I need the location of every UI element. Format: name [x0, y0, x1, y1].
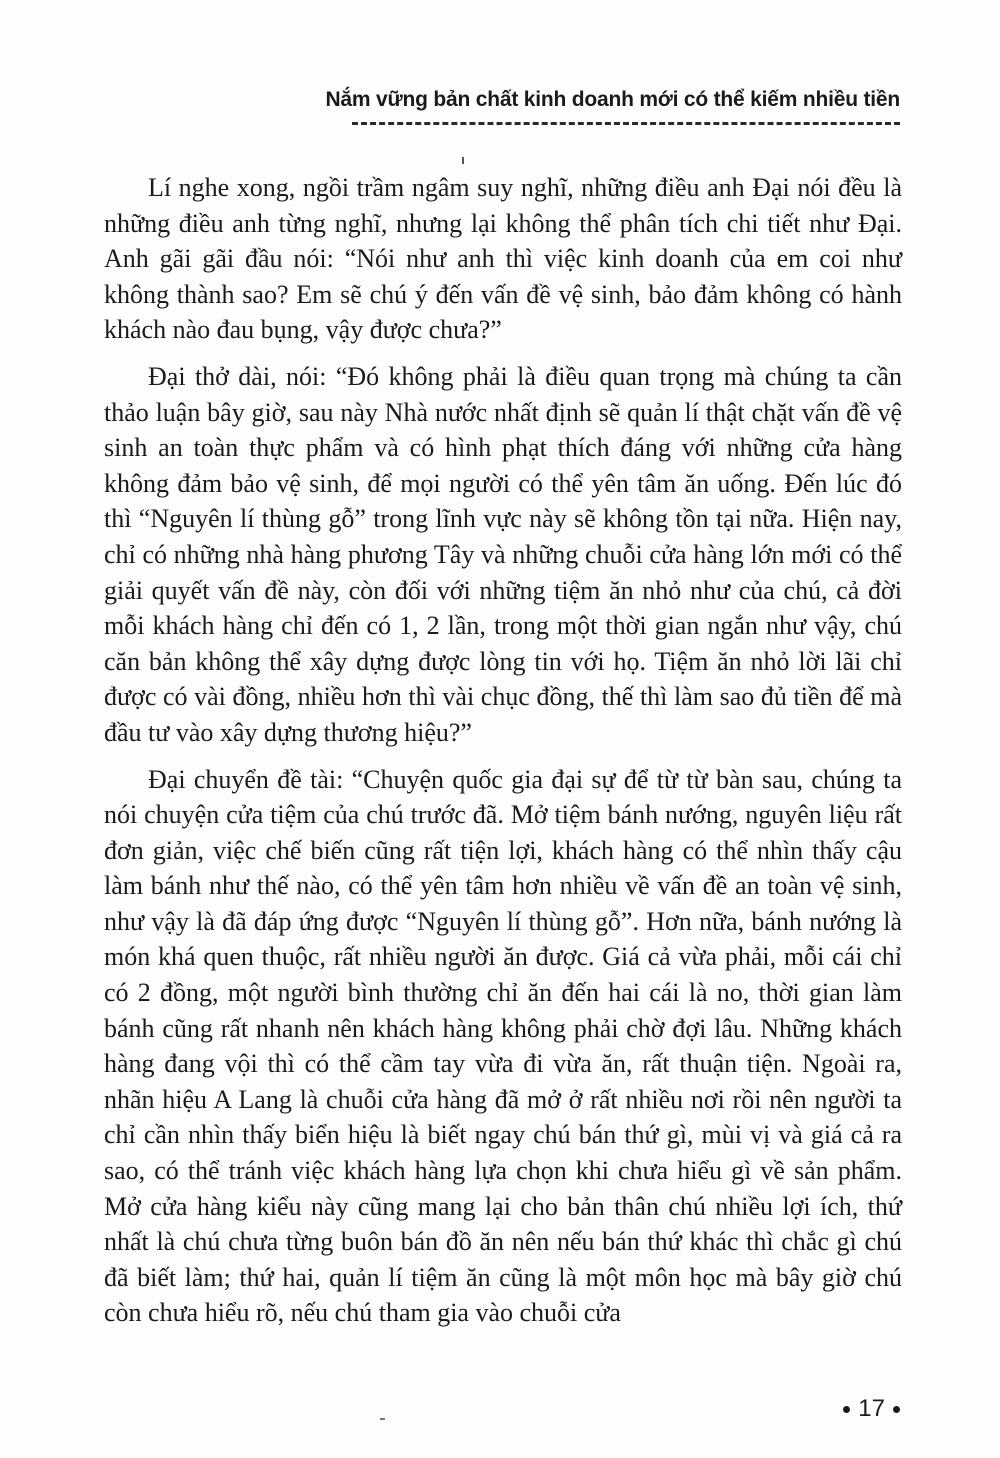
paragraph-2: Đại thở dài, nói: “Đó không phải là điều quan trọng mà chúng ta cần thảo luận bây giờ, sau này Nhà nước nhất định sẽ quản lí thật chặt vấn đề vệ sinh an toàn thực phẩm và có hình phạt thích đáng với những cửa hàng không đảm bảo vệ sinh, để mọi người có thể yên tâm ăn uống. Đến lúc đó thì “Nguyên lí thùng gỗ” trong lĩnh vực này sẽ không tồn tại nữa. Hiện nay, chỉ có những nhà hàng phương Tây và những chuỗi cửa hàng lớn mới có thể giải quyết vấn đề này, còn đối với những tiệm ăn nhỏ như của chú, cả đời mỗi khách hàng chỉ đến có 1, 2 lần, trong một thời gian ngắn như vậy, chú căn bản không thể xây dựng được lòng tin với họ. Tiệm ăn nhỏ lời lãi chỉ được có vài đồng, nhiều hơn thì vài chục đồng, thế thì làm sao đủ tiền để mà đầu tư vào xây dựng thương hiệu?”	[104, 361, 902, 747]
page-number-value: 17	[858, 1395, 885, 1422]
running-header-title: Nắm vững bản chất kinh doanh mới có thể kiếm nhiều tiền	[325, 88, 900, 111]
paragraph-1: Lí nghe xong, ngồi trầm ngâm suy nghĩ, những điều anh Đại nói đều là những điều anh từng nghĩ, nhưng lại không thể phân tích chi tiết như Đại. Anh gãi gãi đầu nói: “Nói như anh thì việc kinh doanh của em coi như không thành sao? Em sẽ chú ý đến vấn đề vệ sinh, bảo đảm không có hành khách nào đau bụng, vậy được chưa?”	[104, 173, 902, 345]
bullet-dot-icon	[843, 1406, 850, 1413]
print-speck-bottom	[380, 1418, 385, 1420]
body-text	[104, 170, 902, 1342]
bullet-dot-icon	[893, 1406, 900, 1413]
page-number	[843, 1395, 900, 1423]
header-dashed-rule	[352, 122, 900, 125]
print-speck	[462, 157, 464, 164]
paragraph-3: Đại chuyển đề tài: “Chuyện quốc gia đại sự để từ từ bàn sau, chúng ta nói chuyện cửa tiệm của chú trước đã. Mở tiệm bánh nướng, nguyên liệu rất đơn giản, việc chế biến cũng rất tiện lợi, khách hàng có thể nhìn thấy cậu làm bánh như thế nào, có thể yên tâm hơn nhiều về vấn đề an toàn vệ sinh, như vậy là đã đáp ứng được “Nguyên lí thùng gỗ”. Hơn nữa, bánh nướng là món khá quen thuộc, rất nhiều người ăn được. Giá cả vừa phải, mỗi cái chỉ có 2 đồng, một người bình thường chỉ ăn đến hai cái là no, thời gian làm bánh cũng rất nhanh nên khách hàng không phải chờ đợi lâu. Những khách hàng đang vội thì có thể cầm tay vừa đi vừa ăn, rất thuận tiện. Ngoài ra, nhãn hiệu A Lang là chuỗi cửa hàng đã mở ở rất nhiều nơi rồi nên người ta chỉ cần nhìn thấy biển hiệu là biết ngay chú bán thứ gì, mùi vị và giá cả ra sao, có thể tránh việc khách hàng lựa chọn khi chưa hiểu gì về sản phẩm. Mở cửa hàng kiểu này cũng mang lại cho bản thân chú nhiều lợi ích, thứ nhất là chú chưa từng buôn bán đồ ăn nên nếu bán thứ khác thì chắc gì chú đã biết làm; thứ hai, quản lí tiệm ăn cũng là một môn học mà bây giờ chú còn chưa hiểu rõ, nếu chú tham gia vào chuỗi cửa	[104, 764, 902, 1328]
